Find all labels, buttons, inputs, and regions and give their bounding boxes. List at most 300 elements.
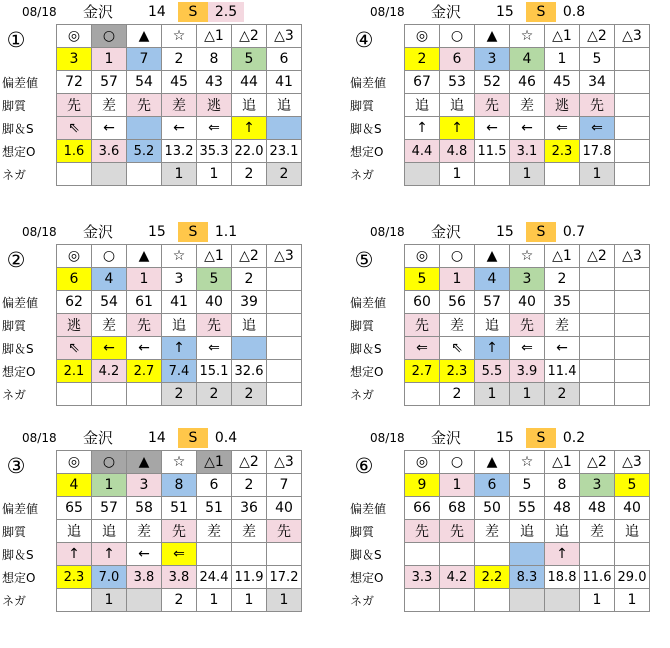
style-cell: 先 xyxy=(162,520,197,543)
mark-cell: △1 xyxy=(545,451,580,474)
ls-cell xyxy=(197,543,232,566)
style-cell: 差 xyxy=(92,314,127,337)
nega-cell xyxy=(475,163,510,186)
row-label: ネガ xyxy=(350,387,375,402)
table-row xyxy=(348,474,650,497)
table-row xyxy=(0,94,302,117)
style-cell: 逃 xyxy=(197,94,232,117)
panel-header xyxy=(0,222,300,244)
mark-cell: ▲ xyxy=(127,451,162,474)
dev-cell: 34 xyxy=(580,71,615,94)
horse-cell: 1 xyxy=(440,474,475,497)
ls-cell: ↑ xyxy=(440,117,475,140)
odds-cell: 5.2 xyxy=(127,140,162,163)
table-row xyxy=(348,71,650,94)
ls-cell: ← xyxy=(545,337,580,360)
nega-cell: 1 xyxy=(92,589,127,612)
horse-cell: 1 xyxy=(92,474,127,497)
row-label: ネガ xyxy=(2,387,27,402)
table-row xyxy=(0,360,302,383)
style-cell: 追 xyxy=(615,520,650,543)
table-row xyxy=(0,117,302,140)
dev-cell: 40 xyxy=(267,497,302,520)
odds-cell: 5.5 xyxy=(475,360,510,383)
odds-cell: 2.7 xyxy=(405,360,440,383)
s-value: 0.4 xyxy=(214,430,238,446)
odds-cell: 17.2 xyxy=(267,566,302,589)
dev-cell: 51 xyxy=(162,497,197,520)
table-row xyxy=(0,48,302,71)
odds-cell: 8.3 xyxy=(510,566,545,589)
race-table xyxy=(0,244,302,406)
ls-cell: ⇖ xyxy=(440,337,475,360)
dev-cell: 44 xyxy=(232,71,267,94)
race-date: 08/18 xyxy=(22,431,57,445)
table-row xyxy=(348,451,650,474)
ls-cell: ⇐ xyxy=(545,117,580,140)
track-name: 金沢 xyxy=(83,3,114,21)
horse-cell: 4 xyxy=(475,268,510,291)
odds-cell: 22.0 xyxy=(232,140,267,163)
nega-cell xyxy=(475,589,510,612)
dev-cell: 68 xyxy=(440,497,475,520)
ls-cell xyxy=(267,337,302,360)
nega-cell xyxy=(405,589,440,612)
table-row xyxy=(0,543,302,566)
style-cell: 追 xyxy=(162,314,197,337)
race-date: 08/18 xyxy=(370,225,405,239)
ls-cell: ⇐ xyxy=(162,543,197,566)
ls-cell: ↑ xyxy=(405,117,440,140)
mark-cell: △2 xyxy=(232,451,267,474)
ls-cell: ↑ xyxy=(92,543,127,566)
horse-cell: 4 xyxy=(57,474,92,497)
mark-cell: ☆ xyxy=(510,25,545,48)
mark-cell: ▲ xyxy=(127,245,162,268)
horse-cell: 3 xyxy=(162,268,197,291)
race-panel xyxy=(348,222,668,422)
row-label: 想定O xyxy=(2,144,36,159)
nega-cell xyxy=(92,383,127,406)
nega-cell xyxy=(127,163,162,186)
table-row xyxy=(0,566,302,589)
nega-cell xyxy=(580,383,615,406)
ls-cell xyxy=(440,543,475,566)
mark-cell: △3 xyxy=(615,25,650,48)
table-row xyxy=(348,543,650,566)
nega-cell: 1 xyxy=(510,163,545,186)
table-row xyxy=(348,245,650,268)
s-badge: S xyxy=(526,222,556,242)
table-row xyxy=(0,71,302,94)
dev-cell: 61 xyxy=(127,291,162,314)
dev-cell xyxy=(580,291,615,314)
dev-cell: 57 xyxy=(92,497,127,520)
horse-cell: 6 xyxy=(475,474,510,497)
table-row xyxy=(348,337,650,360)
nega-cell xyxy=(57,163,92,186)
horse-cell: 4 xyxy=(510,48,545,71)
panel-number: ⑤ xyxy=(354,248,374,272)
horse-cell xyxy=(615,48,650,71)
row-label: ネガ xyxy=(2,167,27,182)
dev-cell: 45 xyxy=(545,71,580,94)
nega-cell: 1 xyxy=(232,589,267,612)
table-row xyxy=(0,25,302,48)
ls-cell xyxy=(615,117,650,140)
nega-cell: 1 xyxy=(197,163,232,186)
dev-cell: 55 xyxy=(510,497,545,520)
ls-cell: ⇖ xyxy=(57,117,92,140)
dev-cell: 41 xyxy=(267,71,302,94)
ls-cell: ↑ xyxy=(475,337,510,360)
nega-cell: 2 xyxy=(197,383,232,406)
dev-cell xyxy=(267,291,302,314)
mark-cell: △3 xyxy=(615,451,650,474)
row-label: 脚質 xyxy=(350,524,375,539)
odds-cell: 24.4 xyxy=(197,566,232,589)
dev-cell: 57 xyxy=(92,71,127,94)
style-cell: 先 xyxy=(405,520,440,543)
race-number: 15 xyxy=(496,4,514,20)
row-label: 脚＆S xyxy=(350,341,382,356)
s-value: 1.1 xyxy=(214,224,238,240)
nega-cell xyxy=(405,383,440,406)
horse-cell: 5 xyxy=(405,268,440,291)
ls-cell xyxy=(405,543,440,566)
style-cell xyxy=(615,94,650,117)
table-row xyxy=(348,140,650,163)
nega-cell: 1 xyxy=(440,163,475,186)
s-badge: S xyxy=(526,2,556,22)
dev-cell: 65 xyxy=(57,497,92,520)
panel-number: ④ xyxy=(354,28,374,52)
horse-cell: 1 xyxy=(92,48,127,71)
dev-cell xyxy=(615,291,650,314)
s-badge: S xyxy=(178,2,208,22)
ls-cell: ↑ xyxy=(545,543,580,566)
nega-cell xyxy=(127,589,162,612)
horse-cell: 2 xyxy=(232,474,267,497)
s-value: 2.5 xyxy=(208,2,244,22)
mark-cell: △1 xyxy=(545,25,580,48)
mark-cell: ☆ xyxy=(510,451,545,474)
odds-cell: 17.8 xyxy=(580,140,615,163)
row-label: 想定O xyxy=(350,364,384,379)
mark-cell: ◎ xyxy=(405,451,440,474)
mark-cell: ▲ xyxy=(475,245,510,268)
horse-cell: 3 xyxy=(57,48,92,71)
odds-cell: 4.8 xyxy=(440,140,475,163)
style-cell: 差 xyxy=(162,94,197,117)
panel-number: ③ xyxy=(6,454,26,478)
nega-cell xyxy=(545,589,580,612)
dev-cell: 40 xyxy=(197,291,232,314)
dev-cell: 72 xyxy=(57,71,92,94)
row-label: 偏差値 xyxy=(350,501,387,516)
odds-cell: 2.3 xyxy=(440,360,475,383)
odds-cell xyxy=(615,140,650,163)
odds-cell: 7.4 xyxy=(162,360,197,383)
mark-cell: △2 xyxy=(232,25,267,48)
row-label: 脚＆S xyxy=(350,547,382,562)
nega-cell xyxy=(405,163,440,186)
nega-cell xyxy=(615,383,650,406)
style-cell: 追 xyxy=(545,520,580,543)
dev-cell: 67 xyxy=(405,71,440,94)
dev-cell: 48 xyxy=(580,497,615,520)
row-label: 脚＆S xyxy=(2,547,34,562)
horse-cell: 1 xyxy=(440,268,475,291)
mark-cell: △3 xyxy=(267,245,302,268)
row-label: 脚＆S xyxy=(2,341,34,356)
ls-cell: ⇐ xyxy=(405,337,440,360)
odds-cell: 3.8 xyxy=(127,566,162,589)
nega-cell xyxy=(510,589,545,612)
row-label: 偏差値 xyxy=(2,501,39,516)
odds-cell xyxy=(267,360,302,383)
horse-cell: 5 xyxy=(615,474,650,497)
table-row xyxy=(0,245,302,268)
dev-cell: 56 xyxy=(440,291,475,314)
table-row xyxy=(0,383,302,406)
ls-cell xyxy=(615,543,650,566)
odds-cell: 3.6 xyxy=(92,140,127,163)
ls-cell xyxy=(267,543,302,566)
horse-cell: 2 xyxy=(162,48,197,71)
nega-cell: 1 xyxy=(615,589,650,612)
dev-cell: 36 xyxy=(232,497,267,520)
odds-cell: 3.3 xyxy=(405,566,440,589)
odds-cell: 3.1 xyxy=(510,140,545,163)
s-badge: S xyxy=(178,428,208,448)
mark-cell: ▲ xyxy=(475,25,510,48)
nega-cell: 1 xyxy=(510,383,545,406)
dev-cell: 45 xyxy=(162,71,197,94)
table-row xyxy=(0,589,302,612)
ls-cell xyxy=(232,543,267,566)
ls-cell: ⇐ xyxy=(580,117,615,140)
horse-cell: 6 xyxy=(197,474,232,497)
odds-cell: 32.6 xyxy=(232,360,267,383)
dev-cell: 40 xyxy=(615,497,650,520)
nega-cell: 2 xyxy=(440,383,475,406)
row-label: 偏差値 xyxy=(350,75,387,90)
mark-cell: ☆ xyxy=(510,245,545,268)
odds-cell: 4.2 xyxy=(92,360,127,383)
style-cell: 先 xyxy=(127,314,162,337)
table-row xyxy=(348,25,650,48)
style-cell: 先 xyxy=(510,314,545,337)
mark-cell: △1 xyxy=(545,245,580,268)
ls-cell: ← xyxy=(127,337,162,360)
mark-cell: ○ xyxy=(92,25,127,48)
dev-cell: 62 xyxy=(57,291,92,314)
table-row xyxy=(348,497,650,520)
style-cell: 逃 xyxy=(545,94,580,117)
dev-cell: 52 xyxy=(475,71,510,94)
nega-cell: 2 xyxy=(162,383,197,406)
odds-cell: 23.1 xyxy=(267,140,302,163)
odds-cell: 35.3 xyxy=(197,140,232,163)
dev-cell: 58 xyxy=(127,497,162,520)
table-row xyxy=(0,520,302,543)
table-row xyxy=(0,163,302,186)
panel-header xyxy=(0,2,300,24)
nega-cell xyxy=(545,163,580,186)
row-label: 脚＆S xyxy=(350,121,382,136)
table-row xyxy=(348,117,650,140)
s-value: 0.2 xyxy=(562,430,586,446)
mark-cell: ▲ xyxy=(127,25,162,48)
nega-cell: 2 xyxy=(162,589,197,612)
table-row xyxy=(0,140,302,163)
odds-cell: 11.5 xyxy=(475,140,510,163)
table-row xyxy=(348,163,650,186)
table-row xyxy=(348,360,650,383)
ls-cell xyxy=(615,337,650,360)
table-row xyxy=(348,94,650,117)
ls-cell xyxy=(127,117,162,140)
panel-header xyxy=(348,222,648,244)
dev-cell: 48 xyxy=(545,497,580,520)
track-name: 金沢 xyxy=(431,3,462,21)
mark-cell: ◎ xyxy=(405,245,440,268)
mark-cell: △3 xyxy=(267,25,302,48)
nega-cell xyxy=(615,163,650,186)
ls-cell: ⇐ xyxy=(197,337,232,360)
style-cell: 差 xyxy=(545,314,580,337)
mark-cell: △3 xyxy=(267,451,302,474)
table-row xyxy=(348,268,650,291)
horse-cell: 8 xyxy=(545,474,580,497)
mark-cell: △3 xyxy=(615,245,650,268)
odds-cell: 2.3 xyxy=(545,140,580,163)
odds-cell xyxy=(615,360,650,383)
horse-cell: 6 xyxy=(267,48,302,71)
odds-cell: 4.4 xyxy=(405,140,440,163)
mark-cell: △1 xyxy=(197,25,232,48)
ls-cell: ← xyxy=(92,337,127,360)
dev-cell: 54 xyxy=(127,71,162,94)
horse-cell: 5 xyxy=(580,48,615,71)
dev-cell: 66 xyxy=(405,497,440,520)
nega-cell: 2 xyxy=(232,163,267,186)
horse-cell: 5 xyxy=(197,268,232,291)
odds-cell: 2.3 xyxy=(57,566,92,589)
style-cell: 追 xyxy=(232,314,267,337)
mark-cell: ☆ xyxy=(162,25,197,48)
race-table xyxy=(0,24,302,186)
race-table xyxy=(348,24,650,186)
row-label: 偏差値 xyxy=(350,295,387,310)
ls-cell: ↑ xyxy=(232,117,267,140)
s-value: 0.7 xyxy=(562,224,586,240)
mark-cell: △2 xyxy=(580,451,615,474)
horse-cell: 3 xyxy=(580,474,615,497)
style-cell xyxy=(580,314,615,337)
style-cell: 逃 xyxy=(57,314,92,337)
mark-cell: ○ xyxy=(440,245,475,268)
nega-cell: 1 xyxy=(475,383,510,406)
dev-cell: 50 xyxy=(475,497,510,520)
s-badge: S xyxy=(178,222,208,242)
style-cell: 先 xyxy=(57,94,92,117)
style-cell: 差 xyxy=(127,520,162,543)
race-number: 14 xyxy=(148,4,166,20)
horse-cell xyxy=(267,268,302,291)
dev-cell: 40 xyxy=(510,291,545,314)
ls-cell: ↑ xyxy=(162,337,197,360)
odds-cell: 11.4 xyxy=(545,360,580,383)
race-number: 14 xyxy=(148,430,166,446)
ls-cell: ← xyxy=(92,117,127,140)
ls-cell: ← xyxy=(162,117,197,140)
nega-cell xyxy=(127,383,162,406)
row-label: ネガ xyxy=(350,167,375,182)
row-label: 脚質 xyxy=(350,98,375,113)
mark-cell: ◎ xyxy=(57,451,92,474)
horse-cell: 6 xyxy=(57,268,92,291)
nega-cell: 1 xyxy=(580,163,615,186)
row-label: 脚質 xyxy=(350,318,375,333)
table-row xyxy=(0,451,302,474)
ls-cell: ⇖ xyxy=(57,337,92,360)
race-panel xyxy=(0,428,320,628)
odds-cell: 18.8 xyxy=(545,566,580,589)
ls-cell xyxy=(475,543,510,566)
dev-cell: 53 xyxy=(440,71,475,94)
style-cell: 追 xyxy=(405,94,440,117)
dev-cell xyxy=(615,71,650,94)
table-row xyxy=(0,474,302,497)
odds-cell: 4.2 xyxy=(440,566,475,589)
odds-cell: 2.7 xyxy=(127,360,162,383)
row-label: 想定O xyxy=(2,364,36,379)
row-label: 脚質 xyxy=(2,524,27,539)
nega-cell xyxy=(440,589,475,612)
dev-cell: 51 xyxy=(197,497,232,520)
row-label: 想定O xyxy=(2,570,36,585)
nega-cell xyxy=(57,589,92,612)
ls-cell: ← xyxy=(475,117,510,140)
row-label: ネガ xyxy=(350,593,375,608)
style-cell: 先 xyxy=(197,314,232,337)
mark-cell: ◎ xyxy=(57,245,92,268)
panel-header xyxy=(0,428,300,450)
ls-cell xyxy=(510,543,545,566)
track-name: 金沢 xyxy=(431,429,462,447)
ls-cell: ← xyxy=(510,117,545,140)
ls-cell: ⇐ xyxy=(197,117,232,140)
odds-cell: 11.9 xyxy=(232,566,267,589)
mark-cell: ○ xyxy=(92,451,127,474)
track-name: 金沢 xyxy=(83,223,114,241)
table-row xyxy=(348,589,650,612)
style-cell: 差 xyxy=(440,314,475,337)
ls-cell: ↑ xyxy=(57,543,92,566)
nega-cell: 2 xyxy=(267,163,302,186)
race-panel xyxy=(0,2,320,202)
style-cell: 差 xyxy=(92,94,127,117)
horse-cell: 3 xyxy=(510,268,545,291)
panel-header xyxy=(348,2,648,24)
race-number: 15 xyxy=(496,224,514,240)
horse-cell xyxy=(615,268,650,291)
panel-number: ⑥ xyxy=(354,454,374,478)
nega-cell: 1 xyxy=(197,589,232,612)
mark-cell: ○ xyxy=(92,245,127,268)
